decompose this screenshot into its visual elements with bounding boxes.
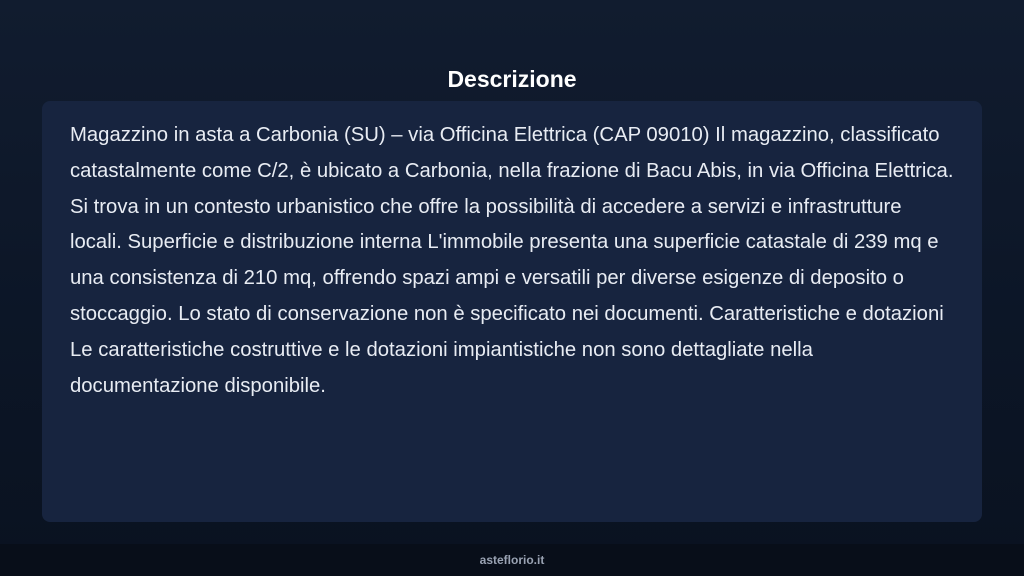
description-card (42, 101, 982, 522)
footer-watermark: asteflorio.it (479, 553, 545, 567)
description-text: Magazzino in asta a Carbonia (SU) – via Officina Elettrica (CAP 09010) Il magazzino, classificato catastalmente come C/2, è ubicato a Carbonia, nella frazione di Bacu Abis, in via Officina Elettrica. Si trova in un contesto urbanistico che offre la possibilità di accedere a servizi e infrastrutture locali. Superficie e distribuzione interna L'immobile presenta una superficie catastale di 239 mq e una consistenza di 210 mq, offrendo spazi ampi e versatili per diverse esigenze di deposito o stoccaggio. Lo stato di conservazione non è specificato nei documenti. Caratteristiche e dotazioni Le caratteristiche costruttive e le dotazioni impiantistiche non sono dettagliate nella documentazione disponibile. (70, 124, 954, 397)
footer-bar (0, 544, 1024, 576)
page-title: Descrizione (447, 66, 577, 93)
